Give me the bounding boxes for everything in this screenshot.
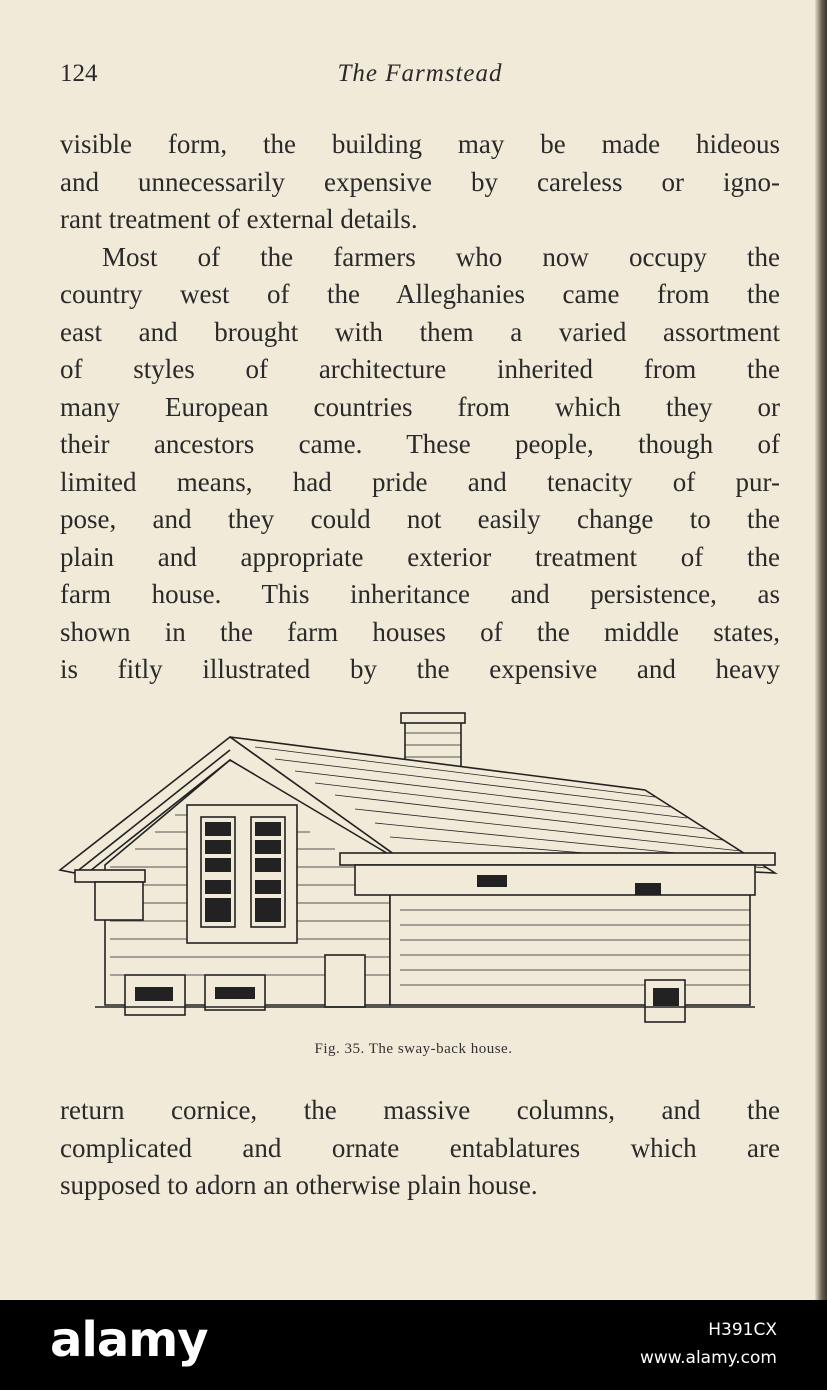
text-line: is fitly illustrated by the expensive and heavy [60, 654, 780, 684]
sway-back-house-illustration [55, 705, 785, 1035]
text-line: return cornice, the massive columns, and the [60, 1095, 780, 1125]
text-line: and unnecessarily expensive by careless or igno- [60, 166, 780, 197]
text-line: plain and appropriate exterior treatment of the [60, 541, 780, 572]
text-line: limited means, had pride and tenacity of pur- [60, 466, 780, 497]
text-line: shown in the farm houses of the middle states, [60, 616, 780, 647]
text-line: country west of the Alleghanies came from the [60, 279, 780, 309]
page-number: 124 [60, 60, 98, 87]
text-line: visible form, the building may be made hideous [60, 129, 780, 159]
running-head [60, 60, 780, 100]
text-line: pose, and they could not easily change to the [60, 504, 780, 534]
text-line: their ancestors came. These people, though of [60, 429, 780, 459]
text-line: Most of the farmers who now occupy the [102, 241, 780, 272]
text-line: rant treatment of external details. [60, 204, 418, 234]
watermark-banner [0, 1300, 827, 1390]
figure-caption: Fig. 35. The sway-back house. [314, 1041, 513, 1057]
image-id: H391CX [708, 1320, 777, 1340]
alamy-logo: alamy [50, 1312, 208, 1368]
body-text-top [60, 126, 780, 689]
text-line: supposed to adorn an otherwise plain house. [60, 1170, 538, 1200]
text-line: of styles of architecture inherited from the [60, 354, 780, 384]
text-line: east and brought with them a varied assortment [60, 316, 780, 347]
site-url: www.alamy.com [639, 1348, 777, 1368]
body-text-bottom [60, 1092, 780, 1205]
running-title: The Farmstead [337, 60, 503, 87]
text-line: farm house. This inheritance and persistence, as [60, 579, 780, 609]
book-spine-edge [815, 0, 827, 1300]
text-line: complicated and ornate entablatures which are [60, 1132, 780, 1163]
text-line: many European countries from which they or [60, 391, 780, 422]
